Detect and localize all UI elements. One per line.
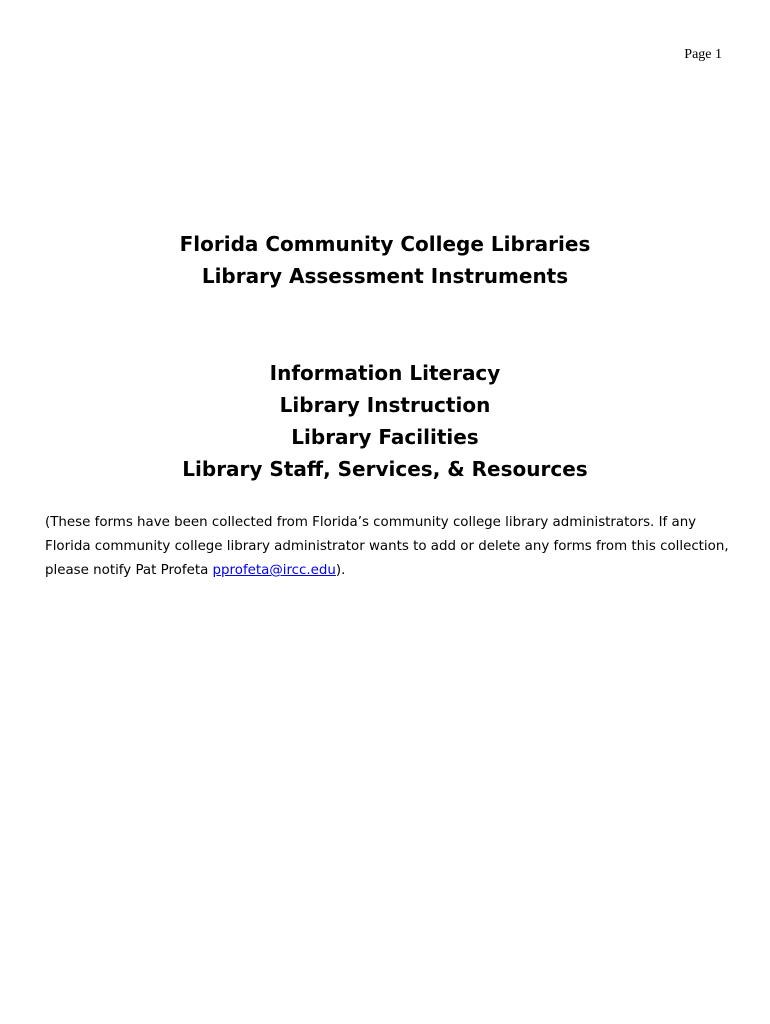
topic-library-facilities: Library Facilities xyxy=(291,425,479,449)
note-text-end: ). xyxy=(335,563,346,578)
note-text: (These forms have been collected from Florida’s community college library administrators. If any Florida community college library administrator wants to add or delete any forms from this collection, please notify Pat Profeta xyxy=(45,515,729,578)
title-line-2: Library Assessment Instruments xyxy=(201,264,569,288)
collection-note xyxy=(45,511,735,583)
topic-information-literacy: Information Literacy xyxy=(269,361,501,385)
email-link[interactable]: pprofeta@ircc.edu xyxy=(212,563,336,578)
document-title xyxy=(0,228,770,292)
topic-library-staff-services-resources: Library Staff, Services, & Resources xyxy=(182,457,588,481)
title-line-1: Florida Community College Libraries xyxy=(179,232,591,256)
page-number: Page 1 xyxy=(684,47,722,62)
topics-list xyxy=(0,357,770,485)
topic-library-instruction: Library Instruction xyxy=(279,393,491,417)
